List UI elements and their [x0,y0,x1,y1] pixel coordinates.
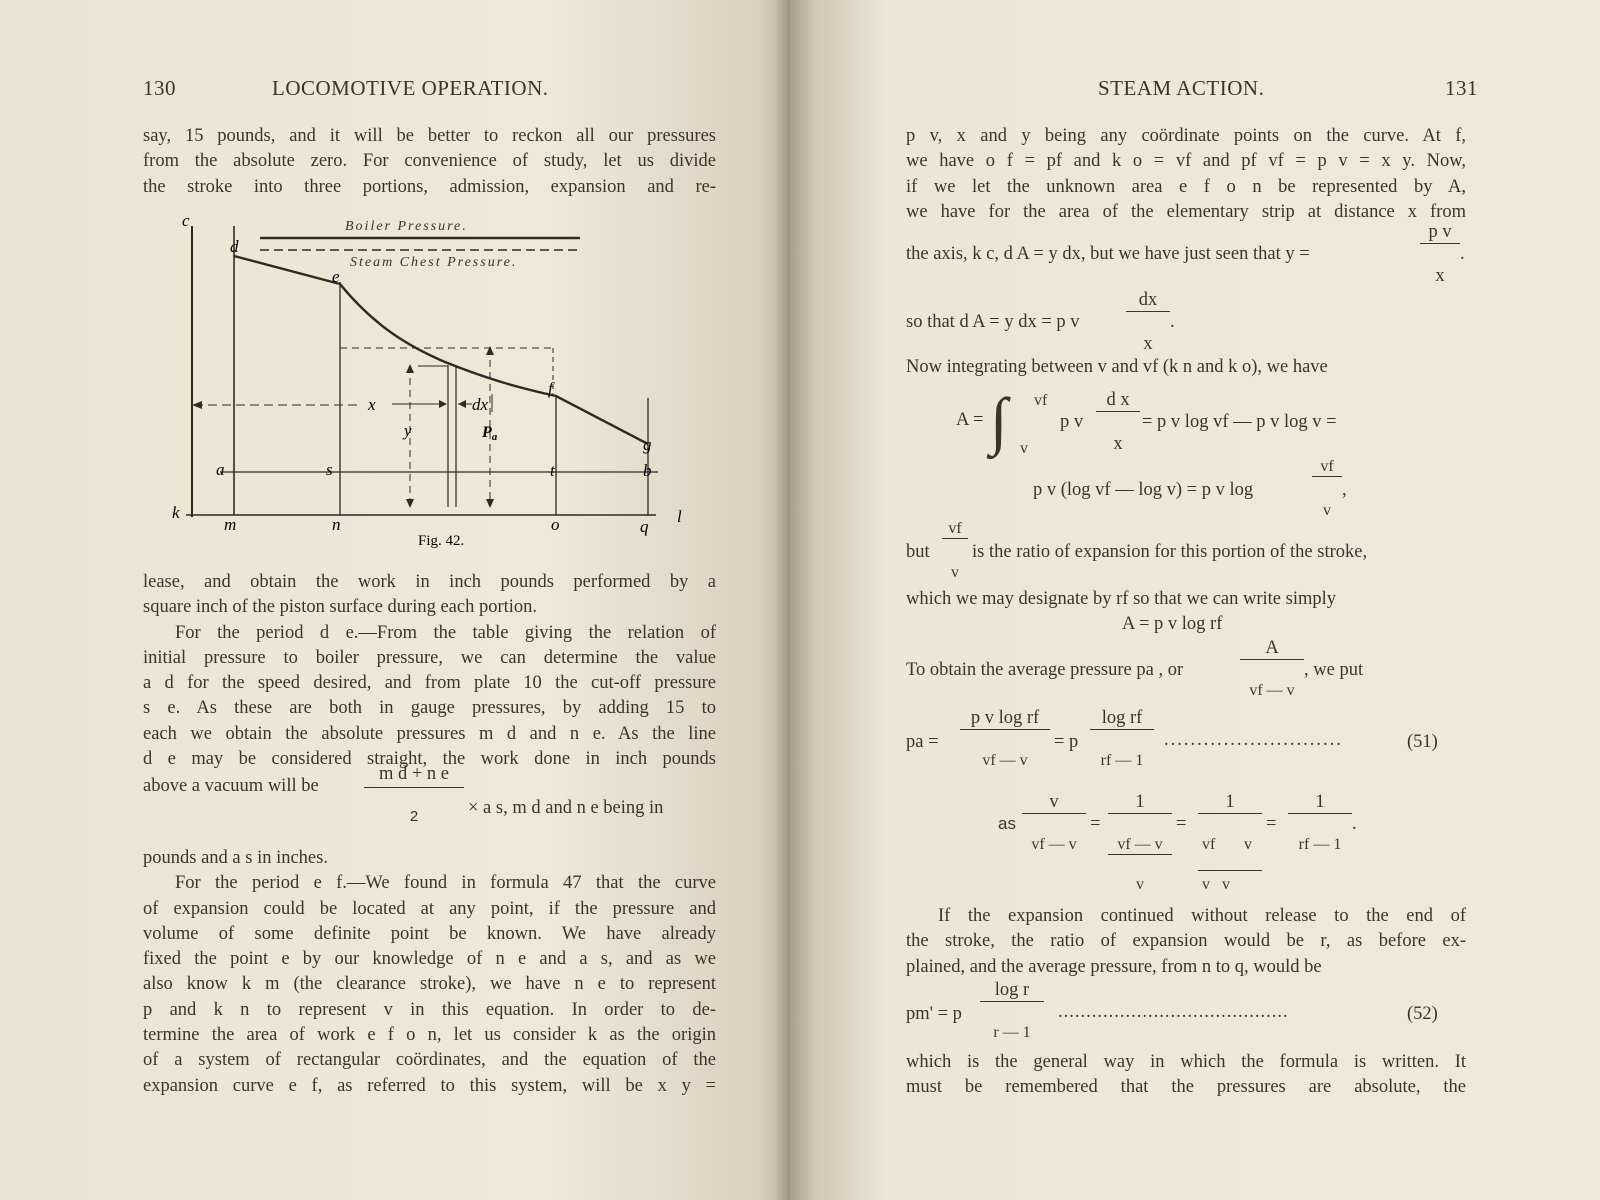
as-end: . [1352,814,1357,834]
eq51-dots: ........................... [1164,730,1343,750]
text-line: lease, and obtain the work in inch pounds performed by a [143,572,716,592]
text-line: must be remembered that the pressures are absolute, the [906,1077,1466,1098]
which-line: which we may designate by rf so that we can write simply [906,589,1337,609]
text-line: If the expansion continued without release to the end of [938,906,1466,926]
label-a: a [216,460,225,479]
so-line: so that d A = y dx = p v [906,312,1080,332]
integral-lower: v [1020,440,1028,457]
equals: = [1176,814,1187,834]
text-line: also know k m (the clearance stroke), we have n e to represent [143,974,716,995]
text-line: volume of some definite point be known. We have already [143,923,716,944]
eq52-number: (52) [1407,1004,1438,1024]
as-f3-den-a: vf [1202,836,1216,853]
text-line: s e. As these are both in gauge pressures, by adding 15 to [143,698,716,719]
integral-lhs: A = [956,410,984,430]
text-line: d e may be considered straight, the work done in inch pounds [143,749,716,770]
axis-frac-num: p v [1420,222,1460,244]
text-line: which is the general way in which the formula is written. It [906,1052,1466,1072]
text-line: fixed the point e by our knowledge of n e and a s, and as we [143,949,716,970]
right-para-expansion [906,904,1466,980]
integral-body: p v [1060,412,1084,432]
as-f3-den-b: v [1244,836,1252,853]
text-line: termine the area of work e f o n, let us consider k as the origin [143,1025,716,1046]
text-line: For the period d e.—From the table giving the relation of [175,622,716,643]
left-page-number: 130 [143,76,176,100]
label-e: e [332,267,340,286]
text-line: say, 15 pounds, and it will be better to reckon all our pressures [143,126,716,146]
steam-chest-label: Steam Chest Pressure. [350,255,518,270]
text-line: of expansion could be located at any point, if the pressure and [143,898,716,919]
eq52-dots: ......................................... [1058,1002,1289,1022]
label-f: f [548,379,553,398]
left-para-1 [143,124,716,200]
axis-frac-den: x [1435,266,1445,286]
integral-upper: vf [1034,392,1048,409]
as-f3-num: 1 [1198,792,1262,814]
so-frac-end: . [1170,312,1175,332]
but-text: is the ratio of expansion for this portion of the stroke, [972,542,1368,562]
figure-caption: Fig. 42. [418,533,465,549]
label-y: y [404,421,412,440]
equals: = [1090,814,1101,834]
left-para-2 [143,570,716,772]
text-line: expansion curve e f, as referred to this system, will be x y = [143,1075,716,1096]
simple-equation: A = p v log rf [1122,614,1223,634]
text-line: a d for the speed desired, and from plate 10 the cut-off pressure [143,673,716,694]
label-s: s [326,460,333,479]
right-running-head: STEAM ACTION. [1098,76,1265,100]
label-o: o [551,515,560,534]
label-k: k [172,503,180,522]
left-page [0,0,790,1200]
equals: = [1266,814,1277,834]
text-line: plained, and the average pressure, from n to q, would be [906,956,1322,977]
text-line: if we let the unknown area e f o n be represented by A, [906,176,1466,197]
log-line: p v (log vf — log v) = p v log [1033,480,1254,500]
label-c: c [182,212,190,230]
but-pre: but [906,542,930,562]
integral-sign: ∫ [990,385,1008,456]
text-line: of a system of rectangular coördinates, and the equation of the [143,1050,716,1071]
eq51-lhs: pa = [906,732,939,752]
as-f2-den2: v [1136,876,1144,893]
integral-num: d x [1096,390,1140,412]
eq51-mid: = p [1054,732,1079,752]
text-line: from the absolute zero. For convenience of study, let us divide [143,151,716,172]
label-pa: Pa [482,424,498,443]
text-line: pounds and a s in inches. [143,848,328,868]
log-frac-end: , [1342,480,1347,500]
pa-arrow-down [486,499,494,508]
text-line: we have for the area of the elementary strip at distance x from [906,201,1466,222]
right-para-end [906,1050,1466,1101]
eq51-den2: rf — 1 [1100,752,1144,769]
avg-line: To obtain the average pressure pa , or [906,660,1184,680]
pa-arrow-up [486,346,494,355]
but-frac-den: v [951,564,959,581]
figure-42 [170,212,690,552]
left-running-head: LOCOMOTIVE OPERATION. [272,76,549,100]
text-line: we have o f = pf and k o = vf and pf vf = p v = x y. Now, [906,151,1466,172]
text-line: p v, x and y being any coördinate points on the curve. At f, [906,126,1466,146]
text-line: p and k n to represent v in this equation. In order to de- [143,999,716,1020]
formula-numerator: m d + n e [364,764,464,788]
right-page [790,0,1600,1200]
expansion-curve [234,256,648,444]
text-line: For the period e f.—We found in formula 47 that the curve [175,873,716,894]
label-q: q [640,517,649,536]
axis-line: the axis, k c, d A = y dx, but we have just seen that y = [906,244,1310,264]
arrow-left [192,401,202,409]
so-frac-num: dx [1126,290,1170,312]
avg-frac-end: , we put [1304,660,1364,680]
eq51-num1: p v log rf [960,708,1050,730]
as-f2-num: 1 [1108,792,1172,814]
eq51-num2: log rf [1090,708,1154,730]
integral-rhs: = p v log vf — p v log v = [1142,412,1337,432]
as-f1-den: vf — v [1031,836,1077,853]
avg-frac-den: vf — v [1249,682,1295,699]
y-arrow-down [406,499,414,508]
but-frac-num: vf [942,520,968,539]
eq52-den: r — 1 [993,1024,1031,1041]
label-g: g [643,435,652,454]
as-f3-rule [1198,870,1262,871]
as-f2-den: vf — v [1108,836,1172,855]
axis-frac-end: . [1460,244,1465,264]
text-line: the stroke into three portions, admission, expansion and re- [143,176,716,197]
label-l: l [677,507,682,526]
as-f4-num: 1 [1288,792,1352,814]
boiler-pressure-label: Boiler Pressure. [345,219,468,234]
right-para-top [906,124,1466,225]
formula-suffix: × a s, m d and n e being in [468,798,664,818]
work-formula-line [143,776,319,797]
as-f4-den: rf — 1 [1298,836,1342,853]
right-page-number: 131 [1445,76,1478,100]
integral-den: x [1113,434,1123,454]
label-t: t [550,461,555,480]
label-m: m [224,515,237,534]
x-arrow-head [439,400,447,408]
label-x: x [368,395,376,414]
text-line: square inch of the piston surface during each portion. [143,597,538,618]
eq51-number: (51) [1407,732,1438,752]
y-arrow-up [406,364,414,373]
log-frac-num: vf [1312,458,1342,477]
as-f3-den2: v v [1202,876,1230,893]
as-f1-num: v [1022,792,1086,814]
so-frac-den: x [1143,334,1153,354]
left-para-4 [143,846,716,1099]
label-d: d [230,237,239,256]
as-pre: as [998,814,1016,833]
label-n: n [332,515,341,534]
text-line: each we obtain the absolute pressures m d and n e. As the line [143,723,716,744]
integrate-line: Now integrating between v and vf (k n and k o), we have [906,357,1328,377]
formula-denominator: 2 [409,808,419,825]
log-frac-den: v [1323,502,1331,519]
eq51-den1: vf — v [982,752,1028,769]
eq52-lhs: pm' = p [906,1004,962,1024]
text-line: the stroke, the ratio of expansion would be r, as before ex- [906,931,1466,952]
formula-prefix: above a vacuum will be [143,776,319,796]
avg-frac-num: A [1240,638,1304,660]
text-line: initial pressure to boiler pressure, we can determine the value [143,647,716,668]
eq52-num: log r [980,980,1044,1002]
label-b: b [643,461,652,480]
label-dx: dx [472,395,489,414]
